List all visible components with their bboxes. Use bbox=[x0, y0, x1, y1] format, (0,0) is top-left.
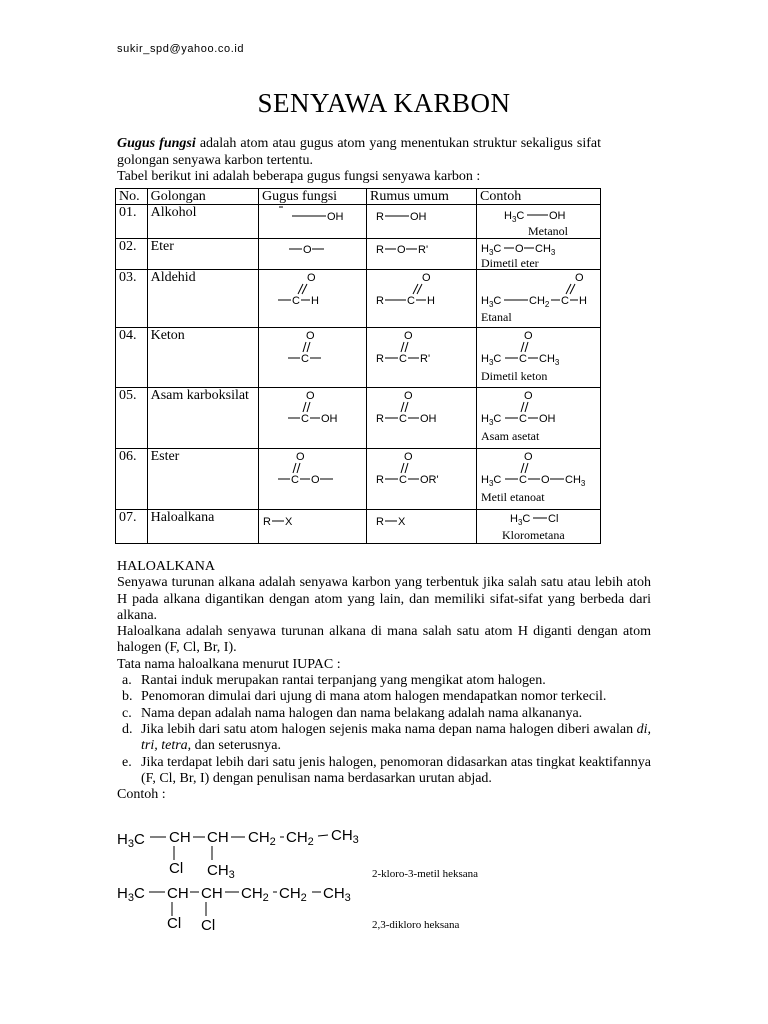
header-no: No. bbox=[116, 189, 148, 205]
rule-text-end: , dan seterusnya. bbox=[187, 738, 281, 754]
svg-text:O: O bbox=[574, 272, 584, 284]
svg-text:O: O bbox=[310, 474, 320, 486]
svg-text:Cl: Cl bbox=[167, 915, 182, 932]
functional-group-table bbox=[115, 188, 601, 544]
svg-text:O: O bbox=[523, 330, 533, 342]
example-1-name: 2-kloro-3-metil heksana bbox=[372, 868, 478, 880]
intro-section bbox=[117, 136, 601, 186]
rumus-umum-cell bbox=[366, 328, 476, 388]
author-email: sukir_spd@yahoo.co.id bbox=[117, 43, 245, 55]
metil-etanoat-structure bbox=[480, 449, 600, 508]
svg-text:OH: OH bbox=[320, 413, 338, 425]
header-gugus-fungsi: Gugus fungsi bbox=[258, 189, 366, 205]
gugus-fungsi-cell bbox=[258, 510, 366, 544]
example-2-name: 2,3-dikloro heksana bbox=[372, 919, 460, 931]
list-marker: c. bbox=[122, 705, 132, 721]
svg-text:CH: CH bbox=[167, 885, 189, 902]
list-item bbox=[117, 706, 651, 722]
svg-text:C: C bbox=[300, 413, 309, 425]
contoh-cell bbox=[476, 388, 600, 449]
iupac-intro: Tata nama haloalkana menurut IUPAC : bbox=[117, 656, 341, 672]
svg-text:CH: CH bbox=[207, 829, 229, 846]
row-golongan: Alkohol bbox=[147, 205, 258, 239]
contoh-cell bbox=[476, 205, 600, 239]
list-marker: a. bbox=[122, 673, 132, 689]
svg-text:OH: OH bbox=[538, 413, 556, 425]
header-golongan: Golongan bbox=[147, 189, 258, 205]
svg-text:O: O bbox=[523, 451, 533, 463]
aldehid-functional-group-structure bbox=[262, 270, 366, 324]
svg-text:R: R bbox=[375, 413, 384, 425]
svg-text:H3C: $H_3C$ bbox=[480, 413, 502, 427]
svg-text:CH3: $CH_3$ bbox=[207, 862, 235, 881]
svg-text:O: O bbox=[403, 390, 413, 402]
svg-text:R': R' bbox=[419, 353, 431, 365]
svg-text:C: C bbox=[518, 353, 527, 365]
svg-text:CH3: $CH_3$ bbox=[534, 243, 556, 257]
rule-text: Nama depan adalah nama halogen dan nama belakang adalah nama alkananya. bbox=[141, 705, 583, 721]
contoh-cell bbox=[476, 239, 600, 270]
contoh-cell bbox=[476, 449, 600, 510]
rule-text: Jika terdapat lebih dari satu jenis halogen, penomoran didasarkan atas tingkat keaktifannya (F, Cl, Br, I) dengan penulisan nama berdasarkan urutan abjad. bbox=[141, 754, 651, 786]
rumus-umum-cell bbox=[366, 205, 476, 239]
dimetil-eter-structure bbox=[480, 239, 600, 269]
svg-text:O: O bbox=[305, 390, 315, 402]
svg-text:CH3: $CH_3$ bbox=[564, 474, 586, 488]
row-contoh-name: Metanol bbox=[527, 224, 568, 237]
rumus-umum-cell bbox=[366, 449, 476, 510]
svg-text:R: R bbox=[375, 474, 384, 486]
table-caption: Tabel berikut ini adalah beberapa gugus fungsi senyawa karbon : bbox=[117, 169, 481, 184]
svg-text:R: R bbox=[375, 244, 384, 256]
svg-text:H: H bbox=[426, 295, 435, 307]
svg-text:Cl: Cl bbox=[169, 860, 184, 877]
svg-text:R: R bbox=[375, 211, 384, 223]
svg-text:H3C: $H_3C$ bbox=[509, 513, 531, 527]
svg-text:O: O bbox=[396, 244, 406, 256]
svg-text:R: R bbox=[375, 295, 384, 307]
paragraph-definition-haloalkana: Haloalkana adalah senyawa turunan alkana di mana salah satu atom H diganti dengan atom halogen (F, Cl, Br, I). bbox=[117, 624, 651, 656]
etanal-structure bbox=[480, 270, 600, 326]
example-2-structure bbox=[117, 885, 351, 932]
svg-text:C: C bbox=[398, 413, 407, 425]
list-item bbox=[117, 755, 651, 788]
svg-text:H3C: $H_3C$ bbox=[117, 831, 145, 850]
row-golongan: Haloalkana bbox=[147, 510, 258, 544]
list-item bbox=[117, 722, 651, 755]
row-contoh-name: Etanal bbox=[480, 310, 512, 324]
svg-text:H3C: $H_3C$ bbox=[480, 353, 502, 367]
rule-text: Jika lebih dari satu atom halogen sejenis maka nama depan nama halogen diberi awalan bbox=[141, 721, 637, 737]
table-row bbox=[116, 510, 601, 544]
rumus-umum-cell bbox=[366, 388, 476, 449]
gugus-fungsi-cell bbox=[258, 328, 366, 388]
list-marker: d. bbox=[122, 721, 133, 737]
svg-text:H3C: $H_3C$ bbox=[117, 885, 145, 904]
header-rumus-umum: Rumus umum bbox=[366, 189, 476, 205]
svg-text:R: R bbox=[375, 516, 384, 528]
svg-text:CH2: $CH_2$ bbox=[528, 295, 550, 309]
svg-text:O: O bbox=[295, 451, 305, 463]
svg-text:C: C bbox=[398, 474, 407, 486]
intro-definition: adalah atom atau gugus atom yang menentukan struktur sekaligus sifat golongan senyawa karbon tertentu. bbox=[117, 136, 601, 168]
table-header-row bbox=[116, 189, 601, 205]
svg-text:H3C: $H_3C$ bbox=[480, 474, 502, 488]
table-row bbox=[116, 239, 601, 270]
haloalkana-general-formula bbox=[370, 510, 476, 540]
section-heading: HALOALKANA bbox=[117, 559, 215, 574]
row-golongan: Aldehid bbox=[147, 270, 258, 328]
svg-text:CH2: $CH_2$ bbox=[286, 829, 314, 848]
svg-text:CH3: $CH_3$ bbox=[331, 827, 359, 846]
svg-text:CH: CH bbox=[201, 885, 223, 902]
rumus-umum-cell bbox=[366, 510, 476, 544]
svg-text:C: C bbox=[518, 413, 527, 425]
svg-text:X: X bbox=[397, 516, 406, 528]
row-number: 06. bbox=[116, 449, 148, 510]
svg-text:O: O bbox=[306, 272, 316, 284]
row-golongan: Keton bbox=[147, 328, 258, 388]
row-contoh-name: Dimetil eter bbox=[480, 256, 539, 269]
svg-text:C: C bbox=[291, 295, 300, 307]
alkohol-general-formula bbox=[370, 205, 476, 235]
row-contoh-name: Metil etanoat bbox=[480, 490, 545, 504]
row-contoh-name: Asam asetat bbox=[480, 429, 540, 443]
svg-text:O: O bbox=[421, 272, 431, 284]
svg-text:H: H bbox=[310, 295, 319, 307]
svg-text:O: O bbox=[540, 474, 550, 486]
row-golongan: Ester bbox=[147, 449, 258, 510]
ester-general-formula bbox=[370, 449, 476, 506]
metanol-structure bbox=[480, 205, 600, 237]
svg-text:X: X bbox=[284, 516, 293, 528]
svg-text:H3C: $H_3C$ bbox=[503, 210, 525, 224]
svg-text:OH: OH bbox=[548, 210, 566, 222]
row-number: 01. bbox=[116, 205, 148, 239]
svg-text:CH2: $CH_2$ bbox=[279, 885, 307, 904]
rule-text: Penomoran dimulai dari ujung di mana atom halogen mendapatkan nomor terkecil. bbox=[141, 689, 607, 705]
list-marker: e. bbox=[122, 754, 132, 770]
eter-general-formula bbox=[370, 239, 476, 267]
svg-text:C: C bbox=[290, 474, 299, 486]
list-item bbox=[117, 673, 651, 689]
svg-text:Cl: Cl bbox=[201, 917, 216, 932]
svg-text:CH2: $CH_2$ bbox=[241, 885, 269, 904]
row-number: 07. bbox=[116, 510, 148, 544]
svg-text:R: R bbox=[375, 353, 384, 365]
svg-text:C: C bbox=[560, 295, 569, 307]
row-contoh-name: Dimetil keton bbox=[480, 369, 548, 383]
dimetil-keton-structure bbox=[480, 328, 600, 386]
gugus-fungsi-cell bbox=[258, 205, 366, 239]
row-golongan: Eter bbox=[147, 239, 258, 270]
klorometana-structure bbox=[480, 510, 600, 542]
paragraph-definition-derivative: Senyawa turunan alkana adalah senyawa karbon yang terbentuk jika salah satu atau lebih atoh H pada alkana digantikan dengan atom yang lain, dan memiliki sifat-sifat yang berbeda dari alkana. bbox=[117, 575, 651, 623]
table-row bbox=[116, 328, 601, 388]
row-number: 03. bbox=[116, 270, 148, 328]
haloalkana-functional-group-structure bbox=[262, 510, 366, 540]
row-number: 05. bbox=[116, 388, 148, 449]
svg-text:O: O bbox=[523, 390, 533, 402]
keton-general-formula bbox=[370, 328, 476, 384]
contoh-cell bbox=[476, 328, 600, 388]
haloalkana-section bbox=[117, 559, 651, 803]
row-contoh-name: Klorometana bbox=[501, 528, 565, 542]
asam-asetat-structure bbox=[480, 388, 600, 447]
intro-term: Gugus fungsi bbox=[117, 136, 196, 151]
intro-paragraph bbox=[117, 136, 601, 169]
svg-text:O: O bbox=[403, 451, 413, 463]
svg-text:R: R bbox=[262, 516, 271, 528]
header-contoh: Contoh bbox=[476, 189, 600, 205]
svg-text:O: O bbox=[403, 330, 413, 342]
list-item bbox=[117, 689, 651, 705]
contoh-cell bbox=[476, 270, 600, 328]
contoh-cell bbox=[476, 510, 600, 544]
svg-text:OH: OH bbox=[409, 211, 427, 223]
svg-text:H: H bbox=[578, 295, 587, 307]
example-1-structure bbox=[117, 827, 359, 881]
svg-text:OH: OH bbox=[326, 211, 344, 223]
svg-text:H3C: $H_3C$ bbox=[480, 243, 502, 257]
svg-text:C: C bbox=[398, 353, 407, 365]
svg-text:OR': OR' bbox=[419, 474, 439, 486]
svg-text:O: O bbox=[514, 243, 524, 255]
svg-text:C: C bbox=[300, 353, 309, 365]
ester-functional-group-structure bbox=[262, 449, 366, 506]
rumus-umum-cell bbox=[366, 239, 476, 270]
svg-text:CH: CH bbox=[169, 829, 191, 846]
table-row bbox=[116, 270, 601, 328]
page-title: SENYAWA KARBON bbox=[257, 88, 511, 118]
alkohol-functional-group-structure bbox=[262, 205, 366, 235]
eter-functional-group-structure bbox=[262, 239, 366, 267]
example-structures bbox=[113, 822, 373, 932]
table-row bbox=[116, 205, 601, 239]
row-number: 02. bbox=[116, 239, 148, 270]
table-row bbox=[116, 449, 601, 510]
svg-text:O: O bbox=[305, 330, 315, 342]
svg-text:Cl: Cl bbox=[547, 513, 559, 525]
gugus-fungsi-cell bbox=[258, 239, 366, 270]
svg-text:CH3: $CH_3$ bbox=[538, 353, 560, 367]
rule-text: Rantai induk merupakan rantai terpanjang yang mengikat atom halogen. bbox=[141, 673, 546, 689]
svg-text:C: C bbox=[518, 474, 527, 486]
gugus-fungsi-cell bbox=[258, 449, 366, 510]
svg-text:H3C: $H_3C$ bbox=[480, 295, 502, 309]
rumus-umum-cell bbox=[366, 270, 476, 328]
list-marker: b. bbox=[122, 689, 133, 705]
svg-text:OH: OH bbox=[419, 413, 437, 425]
svg-text:O: O bbox=[302, 244, 312, 256]
svg-text:C: C bbox=[406, 295, 415, 307]
contoh-label: Contoh : bbox=[117, 787, 166, 803]
rule-italic-prefixes: di, tri, tetra bbox=[141, 721, 651, 754]
row-number: 04. bbox=[116, 328, 148, 388]
iupac-rules-list bbox=[117, 673, 651, 787]
asam-karboksilat-general-formula bbox=[370, 388, 476, 445]
svg-text:CH3: $CH_3$ bbox=[323, 885, 351, 904]
svg-text:R': R' bbox=[417, 244, 429, 256]
svg-text:CH2: $CH_2$ bbox=[248, 829, 276, 848]
asam-karboksilat-functional-group-structure bbox=[262, 388, 366, 445]
aldehid-general-formula bbox=[370, 270, 476, 324]
gugus-fungsi-cell bbox=[258, 388, 366, 449]
row-golongan: Asam karboksilat bbox=[147, 388, 258, 449]
gugus-fungsi-cell bbox=[258, 270, 366, 328]
keton-functional-group-structure bbox=[262, 328, 366, 384]
table-row bbox=[116, 388, 601, 449]
